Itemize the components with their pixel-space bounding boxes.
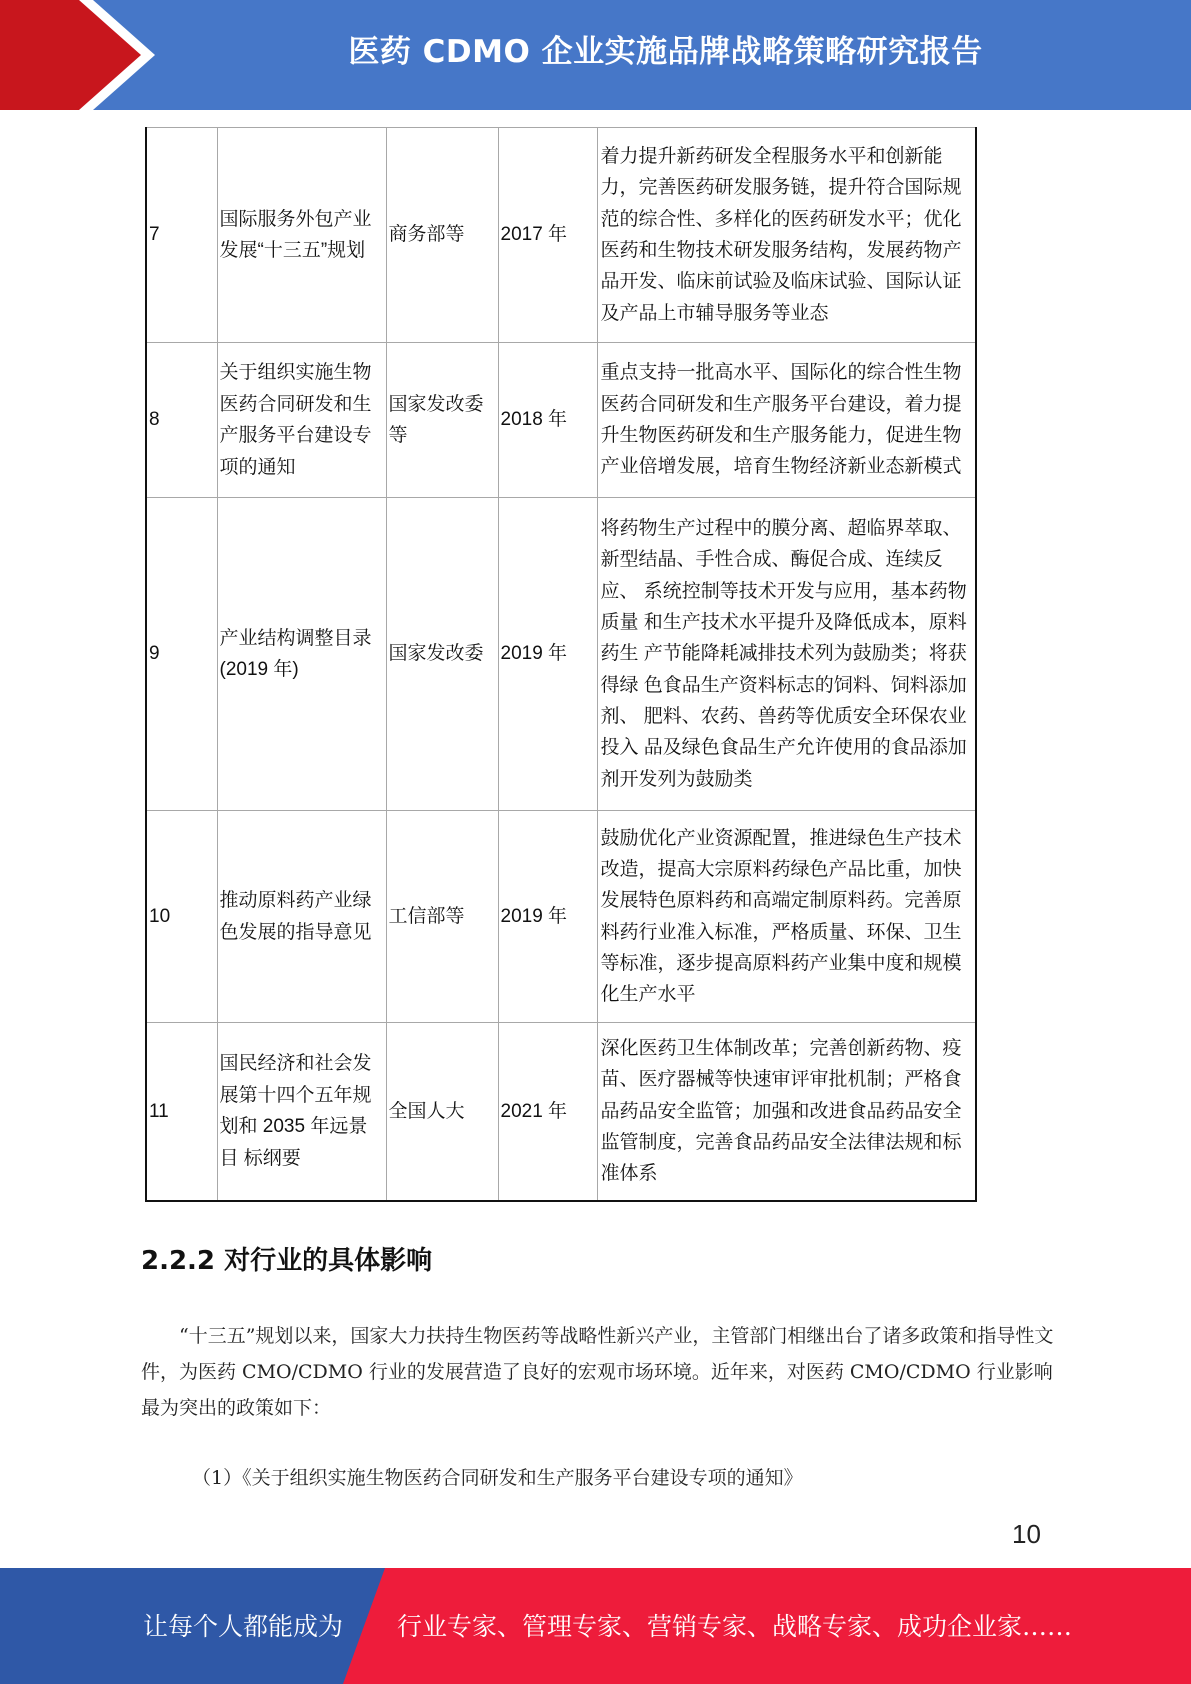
- table-row: [146, 811, 976, 1023]
- policy-dept: 国家发改委: [386, 498, 498, 811]
- table-row: [146, 128, 976, 343]
- policy-year: 2019 年: [498, 811, 597, 1023]
- table-row: [146, 498, 976, 811]
- policy-year: 2017 年: [498, 128, 597, 343]
- policy-dept: 工信部等: [386, 811, 498, 1023]
- report-title: 医药 CDMO 企业实施品牌战略策略研究报告: [348, 34, 983, 70]
- policy-dept: 全国人大: [386, 1023, 498, 1201]
- table-row: [146, 1023, 976, 1201]
- policy-content: 将药物生产过程中的膜分离、超临界萃取、 新型结晶、手性合成、酶促合成、连续反应、 系统控制等技术开发与应用，基本药物质量 和生产技术水平提升及降低成本，原料药生 产节能降耗减排技术列为鼓励类；将获得绿 色食品生产资料标志的饲料、饲料添加剂、 肥料、农药、兽药等优质安全环保农业投入 品及绿色食品生产允许使用的食品添加剂开发列为鼓励类: [597, 498, 976, 811]
- policy-year: 2018 年: [498, 343, 597, 498]
- footer-slogan-left: 让每个人都能成为: [143, 1612, 344, 1641]
- policy-name: 国际服务外包产业发展“十三五”规划: [217, 128, 386, 343]
- body-paragraph: “十三五”规划以来，国家大力扶持生物医药等战略性新兴产业，主管部门相继出台了诸多政策和指导性文件，为医药 CMO/CDMO 行业的发展营造了良好的宏观市场环境。近年来，对医药 CMO/CDMO 行业影响最为突出的政策如下：: [141, 1325, 1054, 1419]
- row-number: 8: [146, 343, 217, 498]
- row-number: 11: [146, 1023, 217, 1201]
- policy-name: 推动原料药产业绿色发展的指导意见: [217, 811, 386, 1023]
- policy-year: 2019 年: [498, 498, 597, 811]
- policy-content: 着力提升新药研发全程服务水平和创新能 力，完善医药研发服务链，提升符合国际规 范的综合性、多样化的医药研发水平；优化 医药和生物技术研发服务结构，发展药物产 品开发、临床前试验及临床试验、国际认证 及产品上市辅导服务等业态: [597, 128, 976, 343]
- page-number: 10: [1012, 1519, 1041, 1549]
- table-row: [146, 343, 976, 498]
- row-number: 10: [146, 811, 217, 1023]
- policy-name: 产业结构调整目录(2019 年): [217, 498, 386, 811]
- policy-content: 鼓励优化产业资源配置，推进绿色生产技术 改造，提高大宗原料药绿色产品比重，加快 发展特色原料药和高端定制原料药。完善原 料药行业准入标准，严格质量、环保、卫生 等标准，逐步提高原料药产业集中度和规模 化生产水平: [597, 811, 976, 1023]
- policy-dept: 国家发改委等: [386, 343, 498, 498]
- section-heading: 2.2.2 对行业的具体影响: [141, 1246, 433, 1276]
- policy-content: 深化医药卫生体制改革；完善创新药物、疫 苗、医疗器械等快速审评审批机制；严格食 品药品安全监管；加强和改进食品药品安全 监管制度，完善食品药品安全法律法规和标 准体系: [597, 1023, 976, 1201]
- page-header: [0, 0, 1191, 110]
- policy-name: 关于组织实施生物医药合同研发和生产服务平台建设专项的通知: [217, 343, 386, 498]
- policy-table: [145, 127, 977, 1202]
- header-chevron-icon: [0, 0, 141, 110]
- policy-list-item: （1）《关于组织实施生物医药合同研发和生产服务平台建设专项的通知》: [192, 1467, 803, 1489]
- page-footer: [0, 1568, 1191, 1684]
- policy-name: 国民经济和社会发展第十四个五年规划和 2035 年远景目 标纲要: [217, 1023, 386, 1201]
- policy-content: 重点支持一批高水平、国际化的综合性生物 医药合同研发和生产服务平台建设，着力提 升生物医药研发和生产服务能力，促进生物 产业倍增发展，培育生物经济新业态新模式: [597, 343, 976, 498]
- row-number: 7: [146, 128, 217, 343]
- policy-dept: 商务部等: [386, 128, 498, 343]
- policy-year: 2021 年: [498, 1023, 597, 1201]
- row-number: 9: [146, 498, 217, 811]
- footer-slogan-right: 行业专家、管理专家、营销专家、战略专家、成功企业家……: [397, 1612, 1073, 1641]
